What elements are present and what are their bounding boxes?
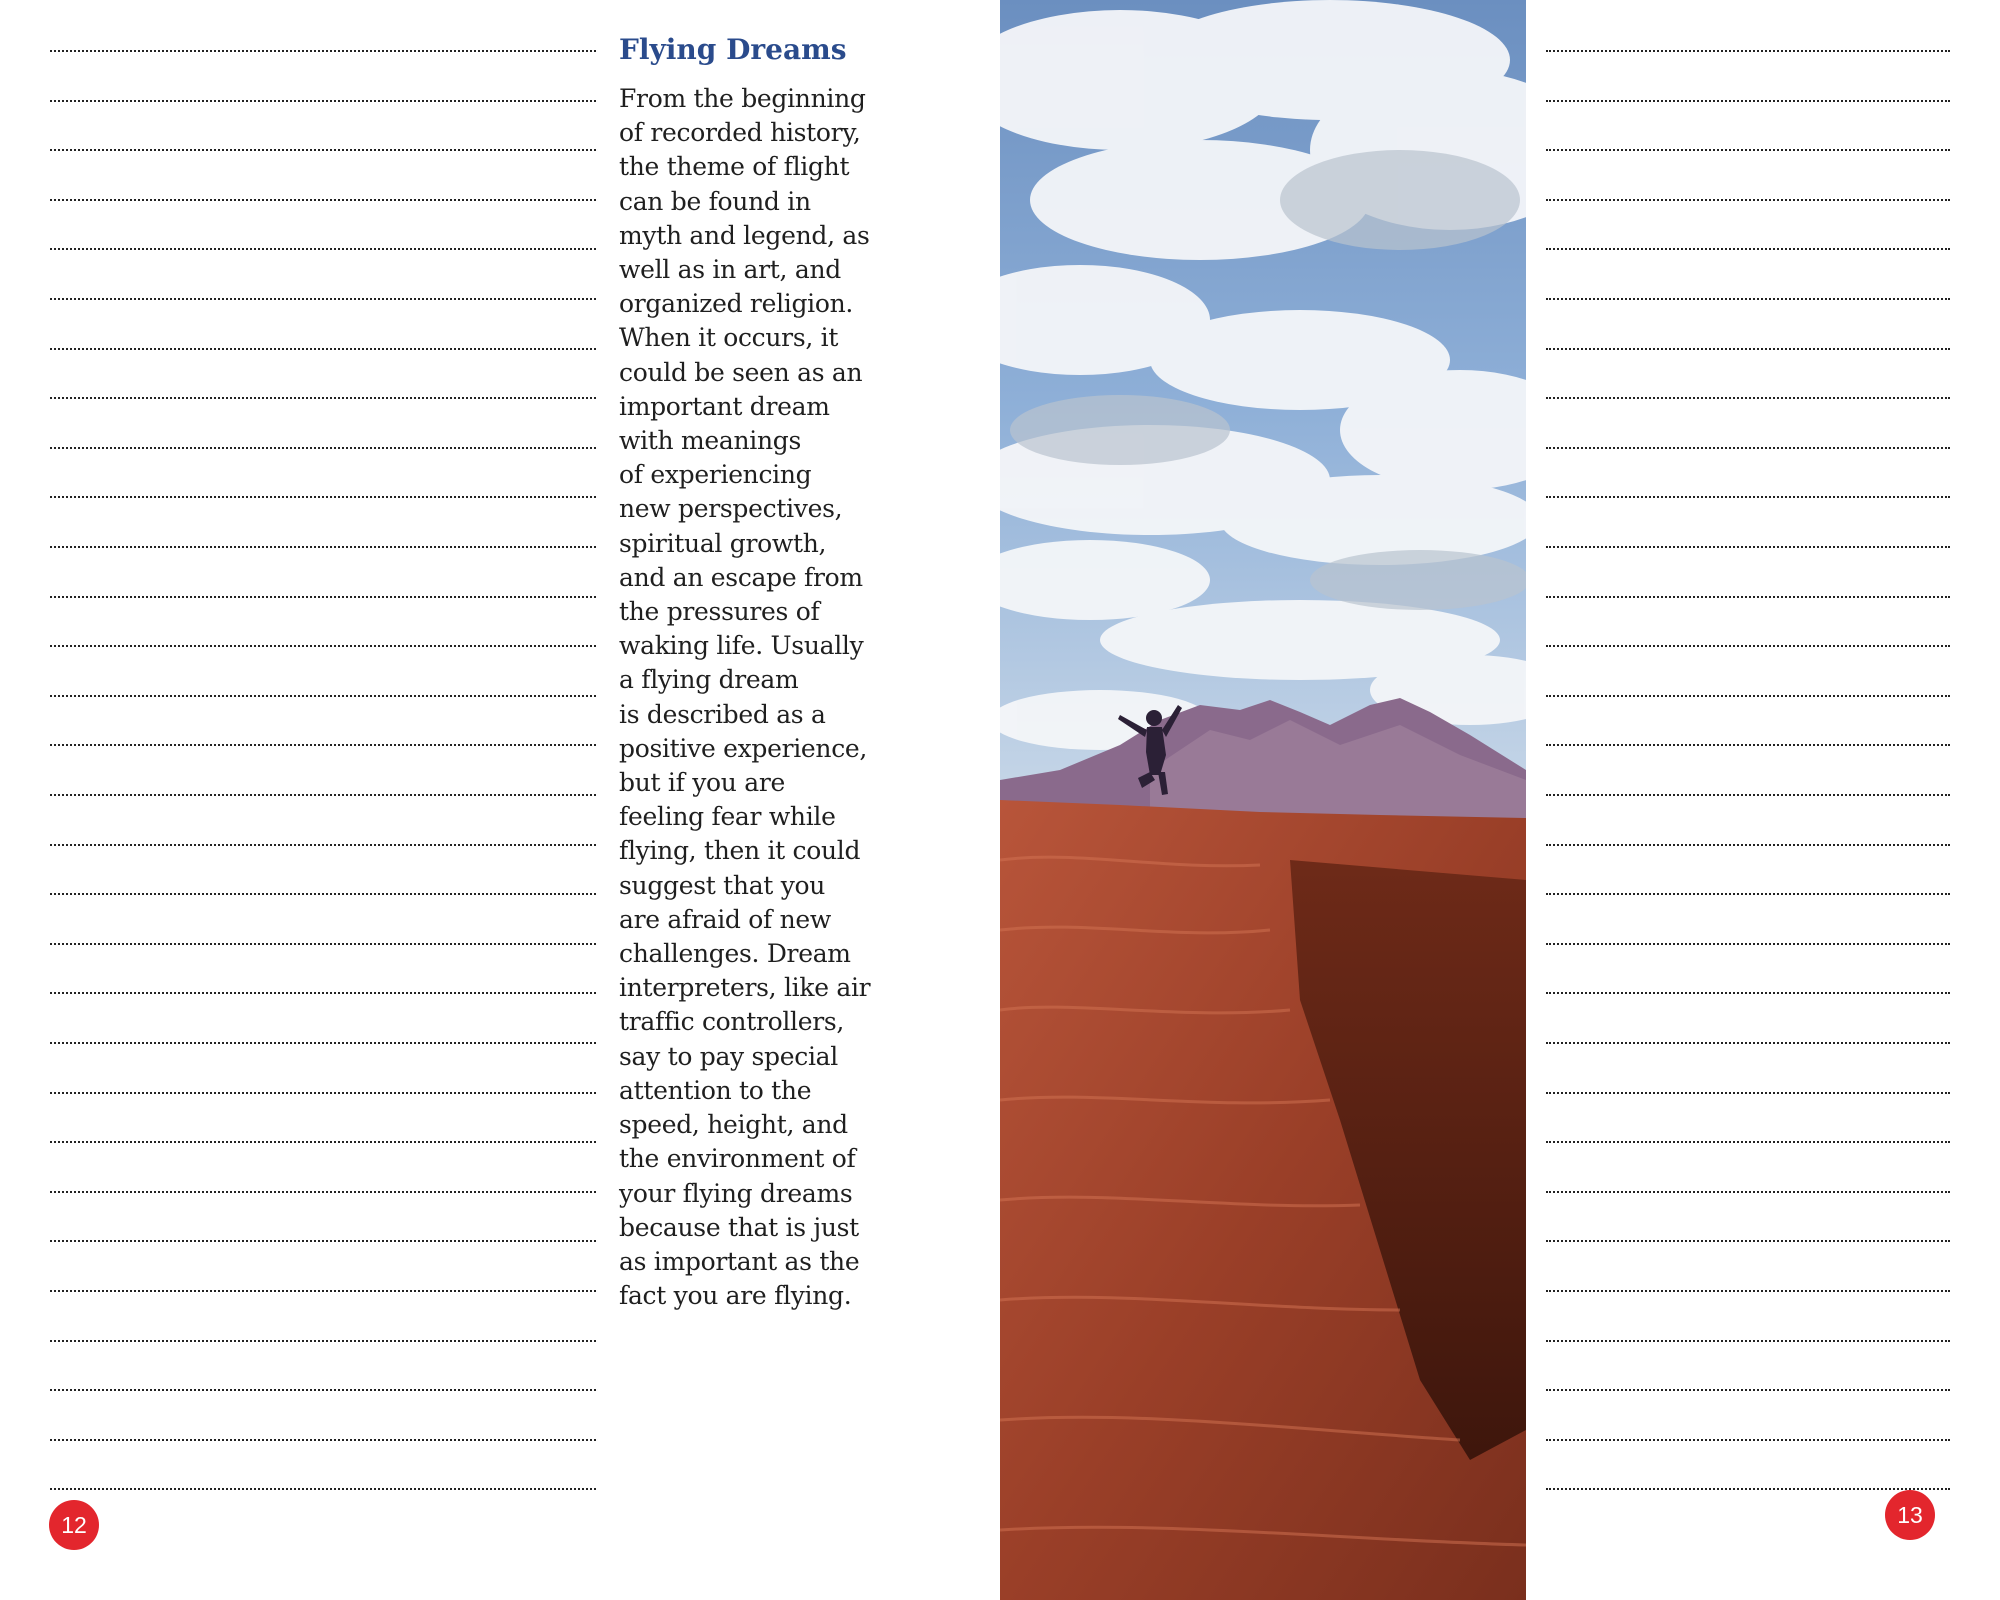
writing-line	[1546, 1439, 1950, 1441]
writing-line	[1546, 1191, 1950, 1193]
article-body	[619, 82, 919, 1313]
article-body-line: but if you are	[619, 768, 785, 798]
writing-line	[50, 1439, 596, 1441]
writing-line	[1546, 248, 1950, 250]
article-body-line: with meanings	[619, 426, 802, 456]
canyon-photo	[1000, 0, 1526, 1600]
writing-line	[1546, 546, 1950, 548]
page-number-left: 12	[49, 1500, 99, 1550]
article-body-line: the theme of flight	[619, 152, 850, 182]
canyon-photo-illustration	[1000, 0, 1526, 1600]
article-body-line: feeling fear while	[619, 802, 836, 832]
writing-line	[50, 992, 596, 994]
writing-line	[50, 496, 596, 498]
writing-line	[1546, 992, 1950, 994]
writing-line	[1546, 50, 1950, 52]
writing-line	[1546, 844, 1950, 846]
writing-line	[1546, 1141, 1950, 1143]
article-title: Flying Dreams	[619, 33, 847, 66]
article-body-line: can be found in	[619, 186, 811, 216]
writing-line	[1546, 1240, 1950, 1242]
article-body-line: as important as the	[619, 1246, 860, 1276]
writing-line	[50, 149, 596, 151]
article-body-line: interpreters, like air	[619, 973, 871, 1003]
article-body-line: new perspectives,	[619, 494, 843, 524]
writing-line	[50, 1092, 596, 1094]
writing-line	[50, 1290, 596, 1292]
writing-line	[1546, 298, 1950, 300]
writing-line	[50, 397, 596, 399]
writing-line	[50, 844, 596, 846]
writing-line	[1546, 496, 1950, 498]
article-body-line: well as in art, and	[619, 255, 841, 285]
article-body-line: challenges. Dream	[619, 939, 851, 969]
writing-line	[50, 695, 596, 697]
article-body-line: is described as a	[619, 699, 826, 729]
article-body-line: a flying dream	[619, 665, 799, 695]
article-body-line: say to pay special	[619, 1041, 838, 1071]
writing-line	[1546, 893, 1950, 895]
article-body-line: of recorded history,	[619, 118, 861, 148]
article-body-line: flying, then it could	[619, 836, 861, 866]
writing-line	[1546, 1340, 1950, 1342]
article-body-line: and an escape from	[619, 562, 863, 592]
writing-line	[50, 1340, 596, 1342]
article-body-line: fact you are flying.	[619, 1281, 852, 1311]
writing-line	[50, 596, 596, 598]
writing-line	[1546, 943, 1950, 945]
writing-line	[50, 744, 596, 746]
article	[619, 30, 919, 1313]
writing-line	[1546, 695, 1950, 697]
writing-line	[1546, 1290, 1950, 1292]
article-body-line: spiritual growth,	[619, 528, 827, 558]
article-body-line: organized religion.	[619, 289, 854, 319]
article-body-line: positive experience,	[619, 733, 868, 763]
writing-line	[1546, 149, 1950, 151]
writing-line	[50, 248, 596, 250]
writing-line	[50, 199, 596, 201]
writing-line	[50, 348, 596, 350]
writing-line	[1546, 596, 1950, 598]
article-body-line: speed, height, and	[619, 1110, 848, 1140]
writing-line	[1546, 199, 1950, 201]
article-body-line: suggest that you	[619, 870, 826, 900]
article-body-line: the environment of	[619, 1144, 856, 1174]
writing-line	[50, 50, 596, 52]
writing-line	[1546, 1042, 1950, 1044]
writing-line	[1546, 645, 1950, 647]
writing-line	[50, 893, 596, 895]
writing-line	[1546, 1389, 1950, 1391]
writing-line	[50, 100, 596, 102]
writing-line	[50, 1141, 596, 1143]
article-body-line: could be seen as an	[619, 357, 863, 387]
writing-line	[50, 1488, 596, 1490]
writing-line	[50, 943, 596, 945]
article-body-line: of experiencing	[619, 460, 812, 490]
page-number-right: 13	[1885, 1490, 1935, 1540]
writing-line	[1546, 397, 1950, 399]
writing-line	[50, 645, 596, 647]
article-body-line: From the beginning	[619, 84, 866, 113]
writing-line	[50, 1191, 596, 1193]
writing-line	[1546, 100, 1950, 102]
article-body-line: your flying dreams	[619, 1178, 853, 1208]
writing-line	[1546, 1092, 1950, 1094]
article-body-line: the pressures of	[619, 597, 820, 627]
writing-line	[50, 1042, 596, 1044]
writing-line	[1546, 744, 1950, 746]
article-body-line: important dream	[619, 391, 830, 421]
article-body-line: are afraid of new	[619, 904, 832, 934]
writing-line	[1546, 1488, 1950, 1490]
writing-line	[1546, 348, 1950, 350]
article-body-line: attention to the	[619, 1075, 812, 1105]
writing-line	[50, 1240, 596, 1242]
article-body-line: waking life. Usually	[619, 631, 864, 661]
article-body-line: myth and legend, as	[619, 220, 870, 250]
writing-line	[50, 794, 596, 796]
writing-line	[1546, 447, 1950, 449]
writing-line	[50, 298, 596, 300]
writing-line	[50, 1389, 596, 1391]
writing-line	[1546, 794, 1950, 796]
article-body-line: because that is just	[619, 1212, 859, 1242]
writing-line	[50, 546, 596, 548]
writing-line	[50, 447, 596, 449]
article-body-line: When it occurs, it	[619, 323, 839, 353]
article-body-line: traffic controllers,	[619, 1007, 845, 1037]
